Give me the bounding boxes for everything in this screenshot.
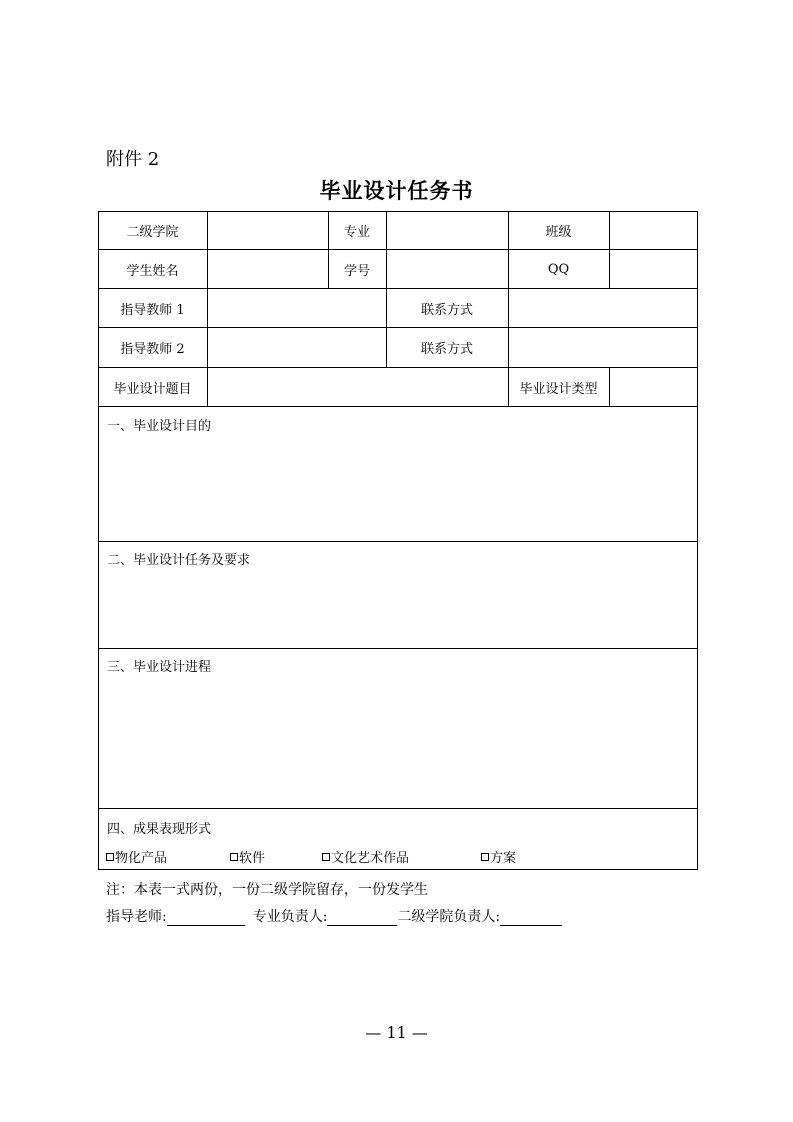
college-head-sign-label: 二级学院负责人: [397,909,501,925]
section-progress-title: 三、毕业设计进程 [107,660,212,675]
document-title: 毕业设计任务书 [319,178,474,203]
advisor1-contact-field[interactable] [509,289,696,327]
checkbox[interactable] [106,853,114,861]
advisor2-contact-field[interactable] [509,328,696,367]
topic-label: 毕业设计题目 [113,381,192,397]
qq-label: QQ [547,261,570,277]
section-divider [98,808,698,809]
advisor2-field[interactable] [208,328,386,367]
topic-field[interactable] [208,368,508,406]
advisor-sign-label: 指导老师: [106,909,167,925]
student-name-label: 学生姓名 [126,263,179,279]
section-purpose-title: 一、毕业设计目的 [107,419,212,434]
checkbox[interactable] [481,853,489,861]
design-type-field[interactable] [610,368,696,406]
advisor1-contact-label: 联系方式 [420,302,473,318]
college-field[interactable] [208,211,328,249]
major-head-sign-label: 专业负责人: [252,909,328,925]
student-name-field[interactable] [208,250,328,288]
tasks-area[interactable] [99,542,696,648]
major-label: 专业 [343,224,370,240]
class-field[interactable] [610,211,696,249]
student-id-label: 学号 [343,263,370,279]
advisor2-contact-label: 联系方式 [420,342,473,357]
major-field[interactable] [387,211,508,249]
page-number: — 11 — [365,1023,428,1042]
qq-field[interactable] [610,250,696,288]
result-options [106,847,686,866]
signature-line [106,906,562,926]
option-software[interactable]: 软件 [230,847,265,866]
option-art-work[interactable]: 文化艺术作品 [322,847,409,866]
option-plan[interactable]: 方案 [481,847,516,866]
task-form [98,211,698,870]
design-type-label: 毕业设计类型 [519,381,598,397]
section-results-title: 四、成果表现形式 [107,822,212,837]
advisor2-label: 指导教师 2 [120,342,185,357]
college-head-sign-field[interactable] [500,909,562,926]
footnote: 注：本表一式两份，一份二级学院留存，一份发学生 [106,882,428,898]
class-label: 班级 [545,224,572,240]
progress-area[interactable] [99,649,696,808]
college-label: 二级学院 [126,224,179,240]
checkbox[interactable] [230,853,238,861]
option-physical-product[interactable]: 物化产品 [106,847,167,866]
purpose-area[interactable] [99,407,696,541]
student-id-field[interactable] [387,250,508,288]
section-tasks-title: 二、毕业设计任务及要求 [107,553,251,568]
attachment-label: 附件 2 [106,149,160,170]
major-head-sign-field[interactable] [327,909,397,926]
advisor1-label: 指导教师 1 [120,302,185,318]
advisor1-field[interactable] [208,289,386,327]
checkbox[interactable] [322,853,330,861]
advisor-sign-field[interactable] [167,909,245,926]
